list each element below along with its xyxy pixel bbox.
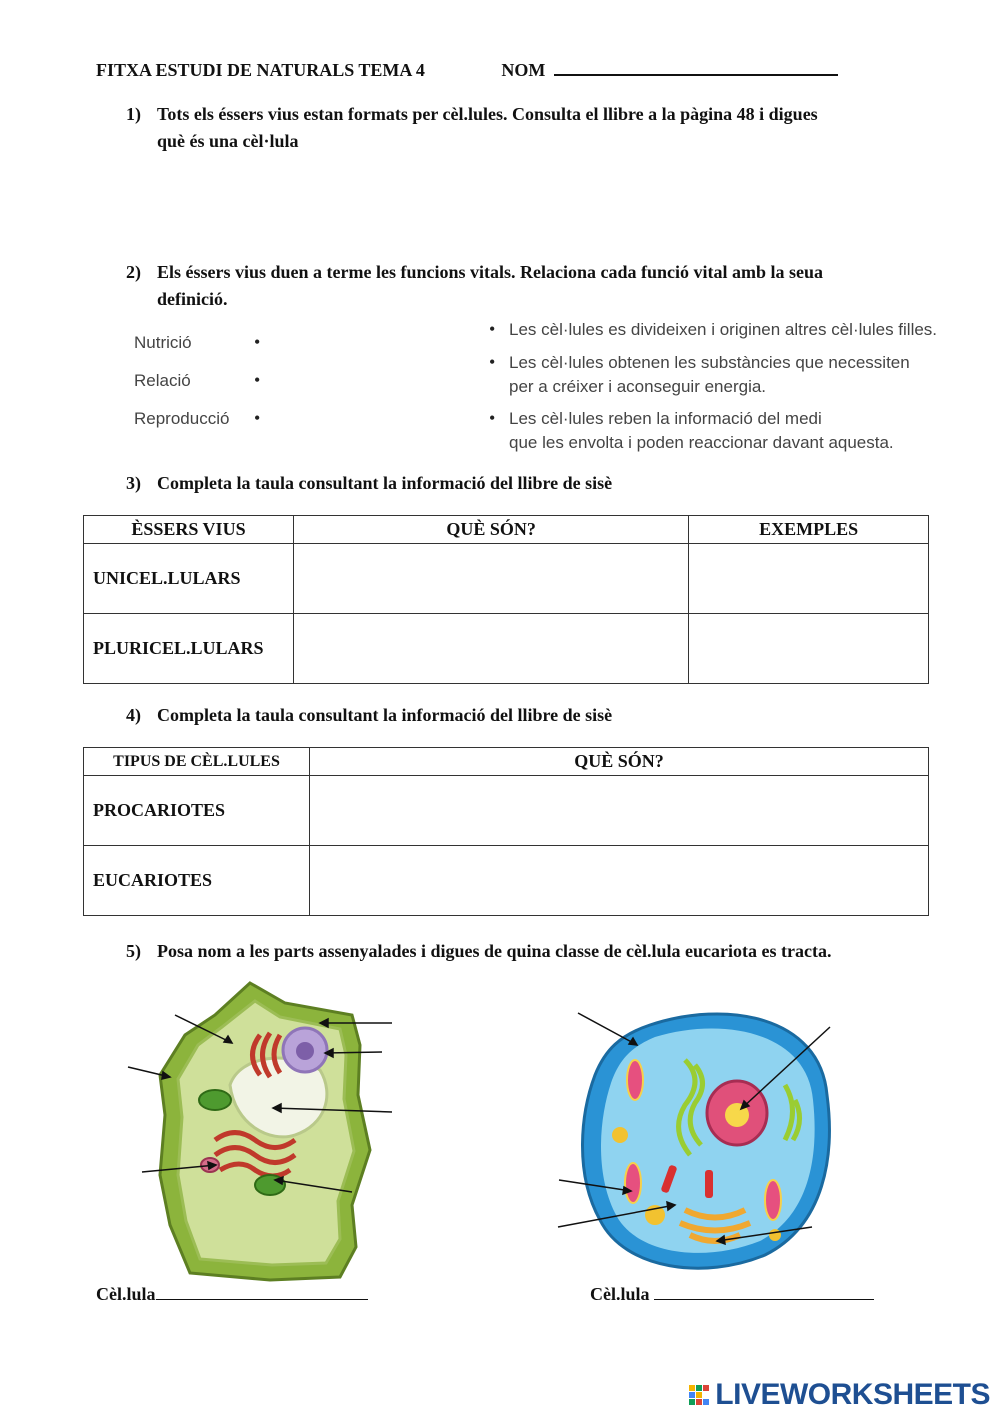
plant-cell-chloroplast (199, 1090, 231, 1110)
question-text: Posa nom a les parts assenyalades i digues de quina classe de cèl.lula eucariota es tracta. (157, 941, 832, 961)
match-dot-left[interactable]: • (254, 408, 261, 428)
definition-nutrition-continued: per a créixer i aconseguir energia. (509, 377, 767, 396)
function-relacio: Relació (134, 371, 191, 390)
answer-cell[interactable] (310, 846, 929, 916)
cell-type-answer-right (590, 1283, 874, 1305)
cell-types-table (83, 747, 929, 916)
question-text: Completa la taula consultant la informació del llibre de sisè (157, 473, 613, 493)
question-4 (126, 702, 946, 729)
table-header: ÈSSERS VIUS (84, 516, 294, 544)
answer-cell[interactable] (293, 544, 688, 614)
table-row (84, 776, 929, 846)
match-dot-right[interactable]: • (489, 408, 496, 428)
question-number: 2) (126, 262, 141, 282)
cell-type-field[interactable] (156, 1283, 368, 1300)
worksheet-title: FITXA ESTUDI DE NATURALS TEMA 4 (96, 60, 425, 80)
cell-type-answer-left (96, 1283, 368, 1305)
definition-relation: Les cèl·lules reben la informació del medi (509, 409, 822, 428)
answer-cell[interactable] (293, 614, 688, 684)
animal-cell-vesicle (612, 1127, 628, 1143)
question-text: Tots els éssers vius estan formats per cèl.lules. Consulta el llibre a la pàgina 48 i digues (157, 104, 818, 124)
animal-cell-mitochondrion (765, 1180, 781, 1220)
logo-icon (689, 1383, 711, 1407)
question-text: Completa la taula consultant la informació del llibre de sisè (157, 705, 613, 725)
question-1 (126, 101, 946, 161)
row-label: EUCARIOTES (84, 846, 310, 916)
question-3 (126, 470, 946, 497)
table-row (84, 544, 929, 614)
question-5 (126, 938, 966, 965)
row-label: PLURICEL.LULARS (84, 614, 294, 684)
table-header: QUÈ SÓN? (293, 516, 688, 544)
match-dot-right[interactable]: • (489, 352, 496, 372)
plant-cell-diagram (120, 975, 410, 1285)
table-row (84, 846, 929, 916)
table-header: QUÈ SÓN? (310, 748, 929, 776)
plant-cell-nucleolus (296, 1042, 314, 1060)
answer-area-1[interactable] (150, 165, 930, 245)
animal-cell-vesicle (769, 1229, 781, 1241)
definition-relation-continued: que les envolta i poden reaccionar davant aquesta. (509, 433, 894, 452)
row-label: PROCARIOTES (84, 776, 310, 846)
table-header: TIPUS DE CÈL.LULES (84, 748, 310, 776)
animal-cell-centriole (705, 1170, 713, 1198)
table-header: EXEMPLES (689, 516, 929, 544)
match-dot-left[interactable]: • (254, 370, 261, 390)
name-label: NOM (501, 60, 546, 80)
logo-text: LIVEWORKSHEETS (715, 1378, 990, 1411)
function-nutricio: Nutrició (134, 333, 192, 352)
cell-label: Cèl.lula (96, 1284, 156, 1304)
function-reproduccio: Reproducció (134, 409, 230, 428)
question-2 (126, 259, 946, 319)
animal-cell-diagram (555, 1005, 845, 1275)
living-beings-table (83, 515, 929, 684)
row-label: UNICEL.LULARS (84, 544, 294, 614)
animal-cell-mitochondrion (625, 1163, 641, 1203)
question-text: Els éssers vius duen a terme les funcions vitals. Relaciona cada funció vital amb la seua (157, 262, 824, 282)
animal-cell-mitochondrion (627, 1060, 643, 1100)
question-number: 5) (126, 941, 141, 961)
table-row (84, 614, 929, 684)
answer-cell[interactable] (310, 776, 929, 846)
name-field[interactable] (554, 60, 838, 76)
question-text-continued: què és una cèl·lula (157, 131, 299, 151)
liveworksheets-logo (689, 1378, 990, 1412)
question-number: 1) (126, 104, 141, 124)
match-dot-right[interactable]: • (489, 319, 496, 339)
question-text-continued: definició. (157, 289, 228, 309)
question-number: 4) (126, 705, 141, 725)
answer-cell[interactable] (689, 544, 929, 614)
definition-nutrition: Les cèl·lules obtenen les substàncies que necessiten (509, 353, 910, 372)
question-number: 3) (126, 473, 141, 493)
cell-type-field[interactable] (654, 1283, 874, 1300)
answer-cell[interactable] (689, 614, 929, 684)
worksheet-header (96, 60, 838, 81)
definition-reproduction: Les cèl·lules es divideixen i originen altres cèl·lules filles. (509, 320, 938, 339)
match-dot-left[interactable]: • (254, 332, 261, 352)
cell-label: Cèl.lula (590, 1284, 650, 1304)
